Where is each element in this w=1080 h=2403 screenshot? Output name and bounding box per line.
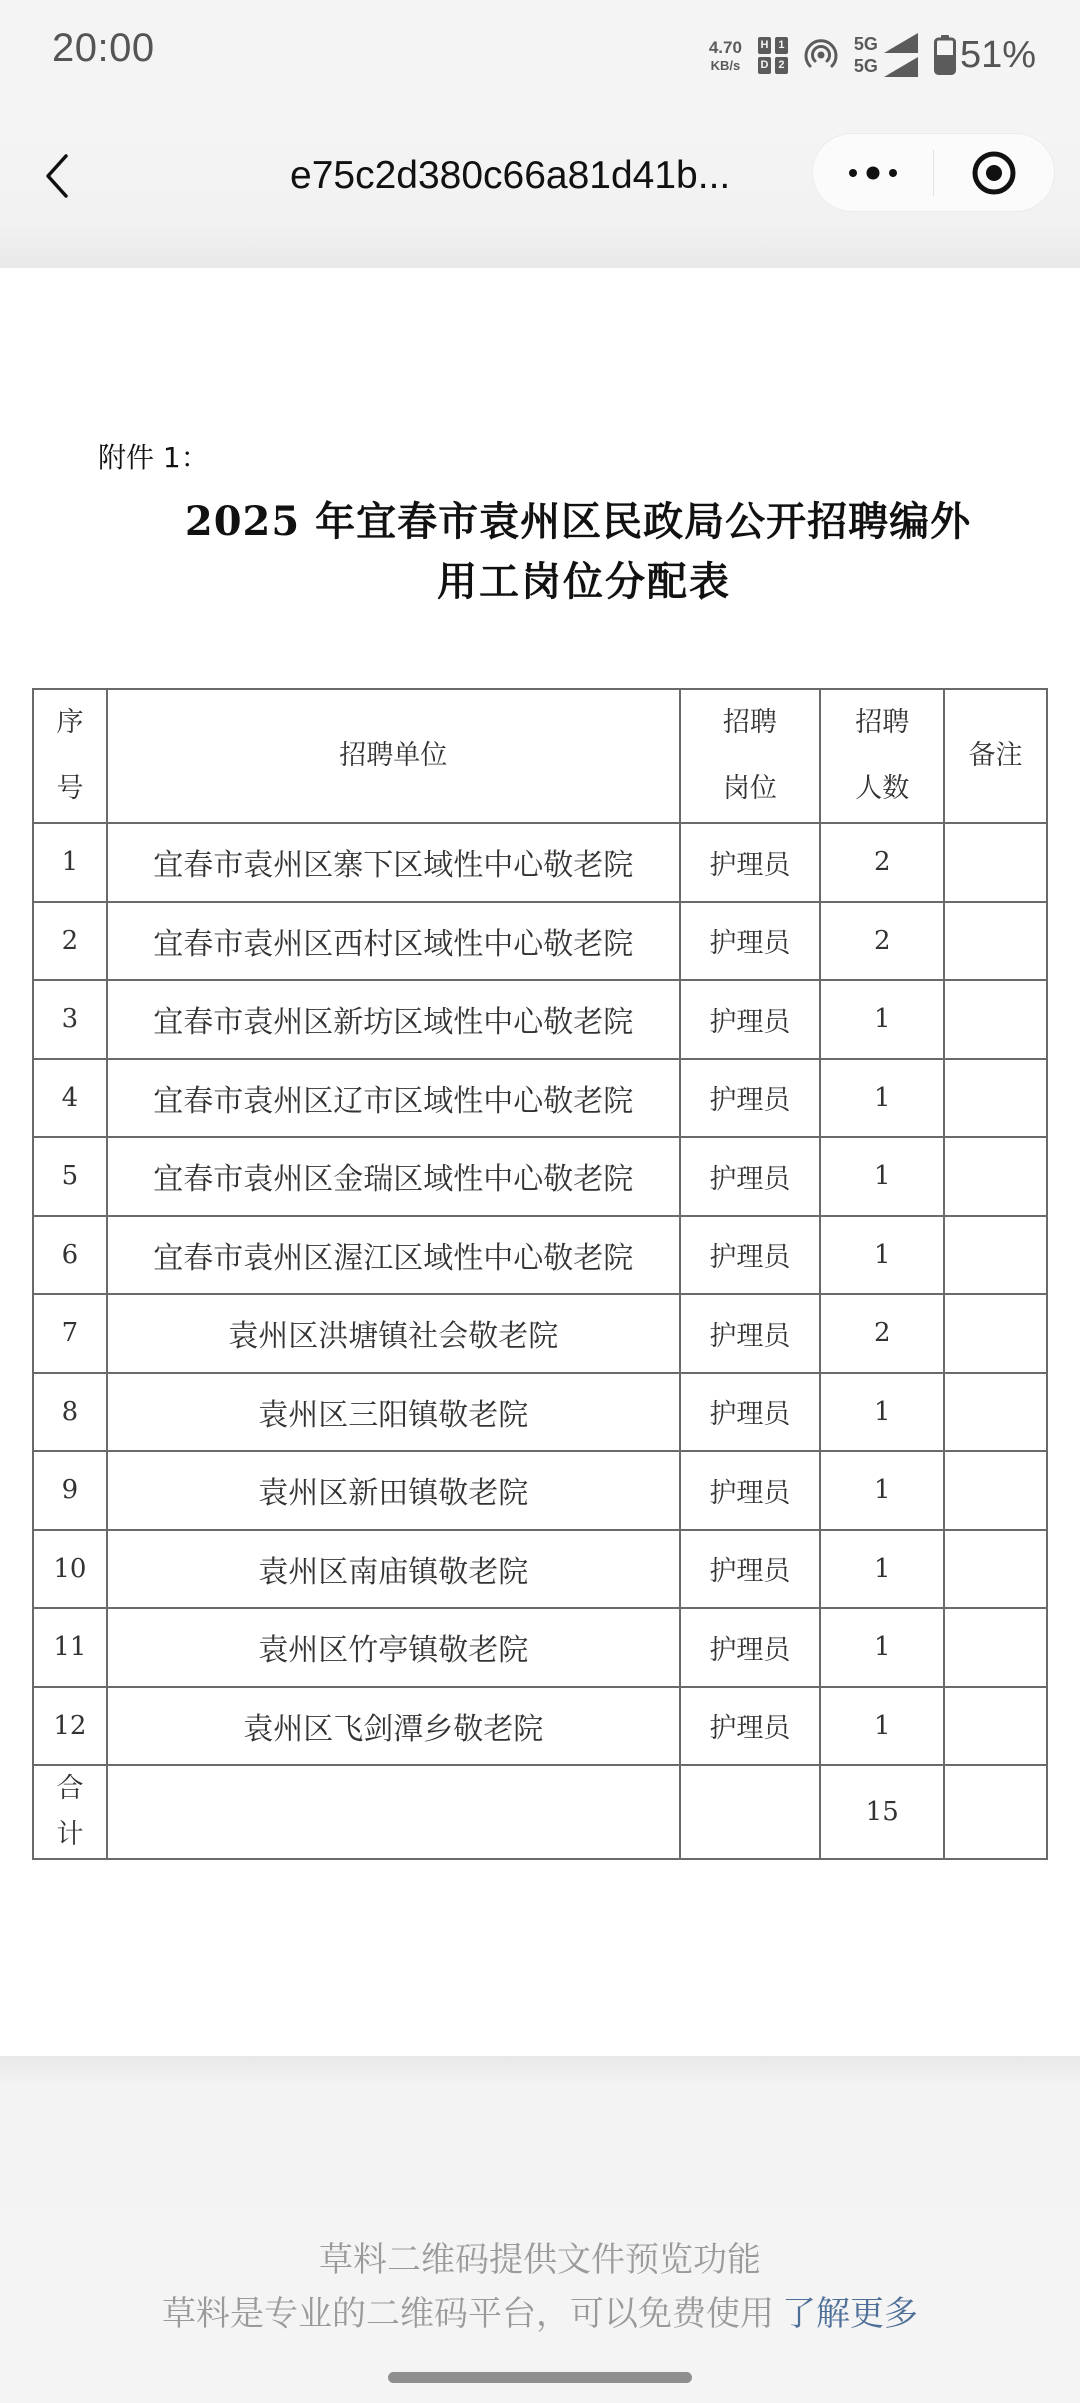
home-indicator[interactable] <box>388 2372 692 2383</box>
footer-notice: 草料二维码提供文件预览功能 <box>319 2240 761 2280</box>
table-row: 6 宜春市袁州区渥江区域性中心敬老院 护理员 1 <box>33 1216 1047 1295</box>
total-count: 15 <box>820 1765 944 1859</box>
hotspot-icon <box>804 38 838 72</box>
signal-strength-icon <box>884 33 918 77</box>
status-time: 20:00 <box>52 26 155 70</box>
table-total-row: 合计 15 <box>33 1765 1047 1859</box>
footer <box>0 2056 1080 2403</box>
close-button[interactable] <box>934 134 1054 211</box>
document-title-line1: 2025 年宜春市袁州区民政局公开招聘编外 <box>184 498 972 545</box>
table-row: 3 宜春市袁州区新坊区域性中心敬老院 护理员 1 <box>33 980 1047 1059</box>
table-row: 1 宜春市袁州区寨下区域性中心敬老院 护理员 2 <box>33 823 1047 902</box>
battery-percent: 51% <box>959 33 1036 76</box>
table-row: 10 袁州区南庙镇敬老院 护理员 1 <box>33 1530 1047 1609</box>
mini-program-capsule <box>812 133 1055 212</box>
chevron-left-icon <box>40 146 80 206</box>
table-row: 5 宜春市袁州区金瑞区域性中心敬老院 护理员 1 <box>33 1137 1047 1216</box>
target-circle-icon <box>971 150 1017 196</box>
header-index: 序号 <box>33 689 107 823</box>
network-speed: 4.70 KB/s <box>708 37 742 73</box>
header-remark: 备注 <box>944 689 1047 823</box>
learn-more-link[interactable]: 了解更多 <box>782 2294 918 2334</box>
back-button[interactable] <box>40 146 80 206</box>
network-type: 5G 5G <box>853 34 878 76</box>
header-count: 招聘人数 <box>820 689 944 823</box>
document-title-line2: 用工岗位分配表 <box>437 558 731 605</box>
more-button[interactable] <box>813 134 933 211</box>
battery <box>934 34 1036 77</box>
status-icons <box>709 30 1036 80</box>
status-bar <box>0 0 1080 110</box>
header-post: 招聘岗位 <box>680 689 821 823</box>
table-row: 2 宜春市袁州区西村区域性中心敬老院 护理员 2 <box>33 902 1047 981</box>
table-row: 4 宜春市袁州区辽市区域性中心敬老院 护理员 1 <box>33 1059 1047 1138</box>
table-row: 9 袁州区新田镇敬老院 护理员 1 <box>33 1451 1047 1530</box>
table-row: 7 袁州区洪塘镇社会敬老院 护理员 2 <box>33 1294 1047 1373</box>
table-row: 12 袁州区飞剑潭乡敬老院 护理员 1 <box>33 1687 1047 1766</box>
allocation-table <box>32 688 1048 1860</box>
more-dots-icon <box>847 163 899 183</box>
nav-bar <box>0 110 1080 268</box>
table-row: 11 袁州区竹亭镇敬老院 护理员 1 <box>33 1608 1047 1687</box>
header-unit: 招聘单位 <box>107 689 680 823</box>
battery-icon <box>934 35 956 75</box>
footer-promo: 草料是专业的二维码平台，可以免费使用 了解更多 <box>162 2294 918 2334</box>
document-preview[interactable] <box>0 268 1080 2056</box>
hd-voice-icon: H 1 D 2 <box>758 37 788 74</box>
table-row: 8 袁州区三阳镇敬老院 护理员 1 <box>33 1373 1047 1452</box>
table-header-row <box>33 689 1047 823</box>
attachment-label: 附件 1： <box>98 441 209 474</box>
page-title: e75c2d380c66a81d41b... <box>290 154 731 197</box>
